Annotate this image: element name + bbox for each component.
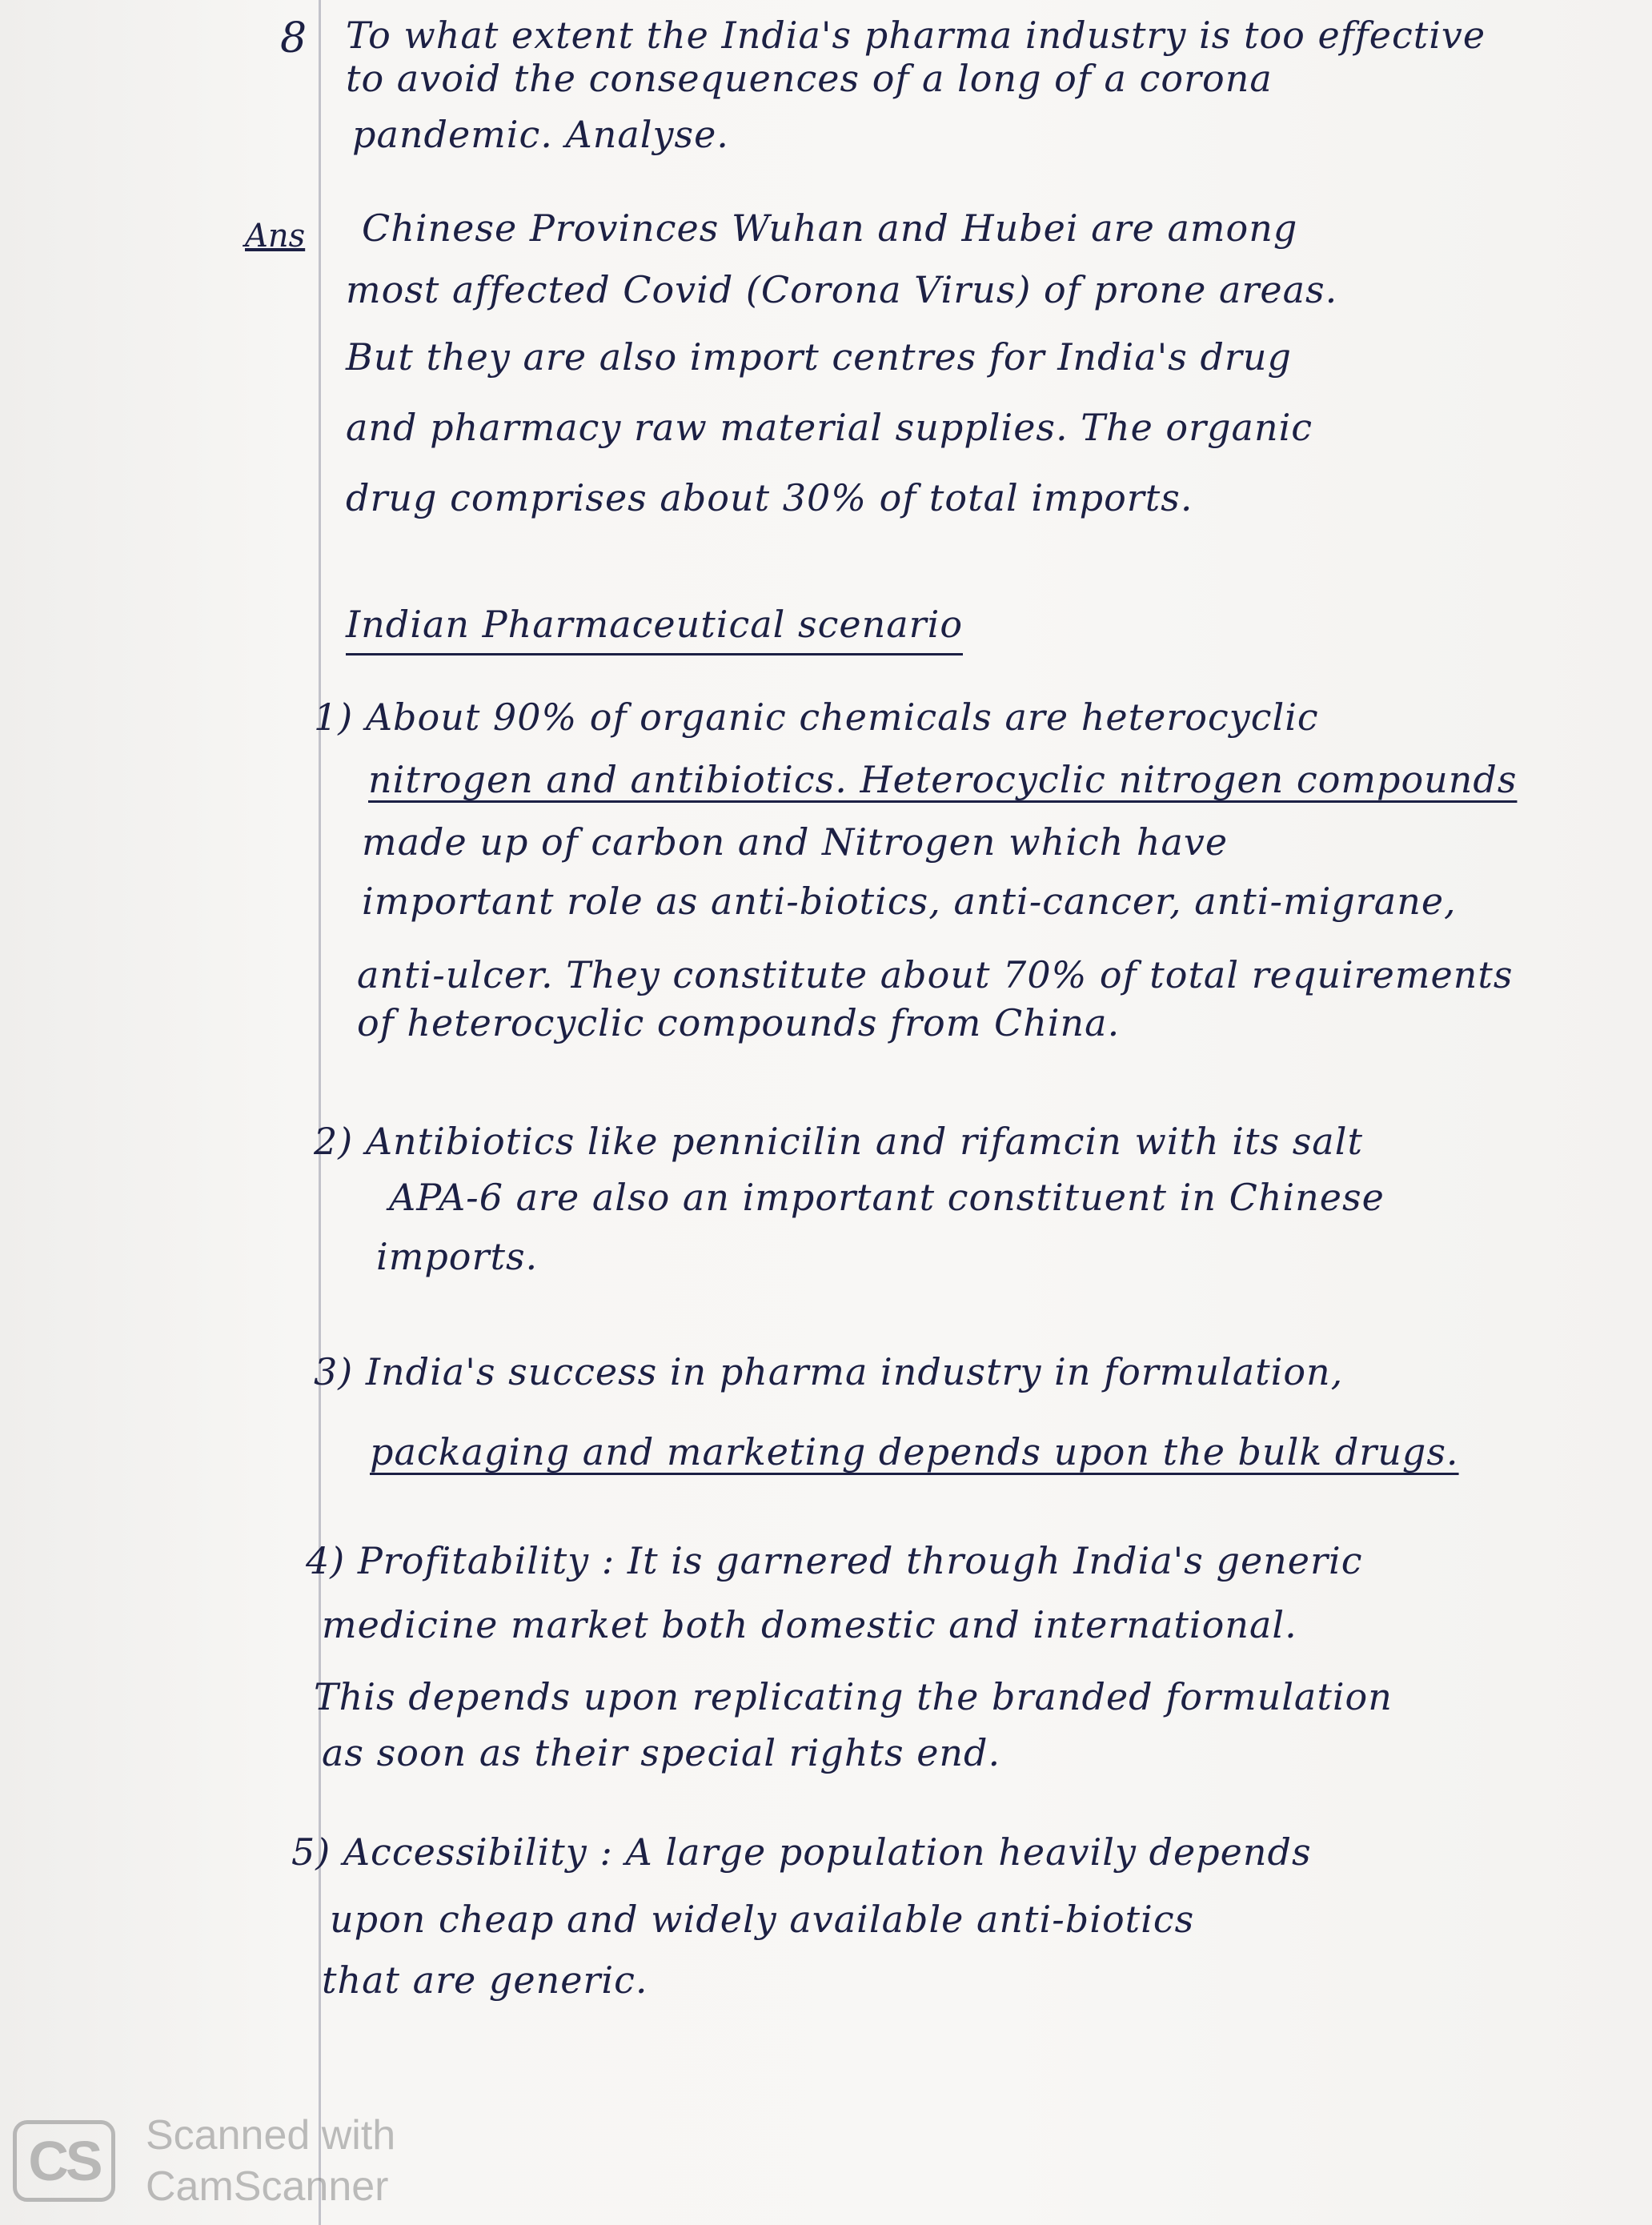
- intro-line-3: But they are also import centres for India's drug: [346, 335, 1292, 379]
- section-heading: Indian Pharmaceutical scenario: [346, 600, 963, 655]
- point4-line-4: as soon as their special rights end.: [322, 1731, 1001, 1774]
- point1-line-1: 1) About 90% of organic chemicals are heterocyclic: [314, 696, 1319, 739]
- intro-line-1: Chinese Provinces Wuhan and Hubei are among: [362, 206, 1298, 250]
- point1-line-6: of heterocyclic compounds from China.: [357, 1001, 1121, 1044]
- point1-line-2: nitrogen and antibiotics. Heterocyclic nitrogen compounds: [368, 758, 1518, 801]
- question-line-3: pandemic. Analyse.: [352, 113, 729, 156]
- point4-line-3: This depends upon replicating the branded formulation: [314, 1675, 1393, 1718]
- point2-line-3: imports.: [376, 1235, 539, 1278]
- answer-label: Ans: [245, 218, 306, 255]
- point2-line-1: 2) Antibiotics like pennicilin and rifamcin with its salt: [314, 1120, 1363, 1163]
- point1-line-5: anti-ulcer. They constitute about 70% of total requirements: [357, 953, 1514, 996]
- question-number: 8: [280, 14, 307, 62]
- point5-line-3: that are generic.: [322, 1958, 648, 2002]
- question-line-2: to avoid the consequences of a long of a corona: [346, 57, 1273, 100]
- point5-line-1: 5) Accessibility : A large population heavily depends: [291, 1830, 1312, 1874]
- point1-line-4: important role as anti-biotics, anti-cancer, anti-migrane,: [362, 880, 1457, 923]
- watermark-text: [146, 2110, 395, 2212]
- point1-line-3: made up of carbon and Nitrogen which have: [362, 820, 1229, 864]
- point5-line-2: upon cheap and widely available anti-biotics: [330, 1898, 1195, 1941]
- point2-line-2: APA-6 are also an important constituent in Chinese: [389, 1176, 1385, 1219]
- watermark-line-1: Scanned with: [146, 2112, 396, 2159]
- margin-line: [319, 0, 321, 2225]
- camscanner-watermark: [13, 2110, 395, 2212]
- point3-line-2: packaging and marketing depends upon the bulk drugs.: [370, 1430, 1459, 1473]
- point4-line-1: 4) Profitability : It is garnered through India's generic: [306, 1539, 1363, 1582]
- point4-line-2: medicine market both domestic and international.: [322, 1603, 1297, 1646]
- watermark-line-2: CamScanner: [146, 2163, 389, 2210]
- camscanner-logo-icon: CS: [13, 2120, 115, 2202]
- intro-line-4: and pharmacy raw material supplies. The organic: [346, 406, 1313, 449]
- point3-line-1: 3) India's success in pharma industry in formulation,: [314, 1350, 1344, 1393]
- intro-line-2: most affected Covid (Corona Virus) of prone areas.: [346, 268, 1338, 311]
- intro-line-5: drug comprises about 30% of total imports.: [346, 476, 1193, 519]
- question-line-1: To what extent the India's pharma industry is too effective: [346, 14, 1486, 57]
